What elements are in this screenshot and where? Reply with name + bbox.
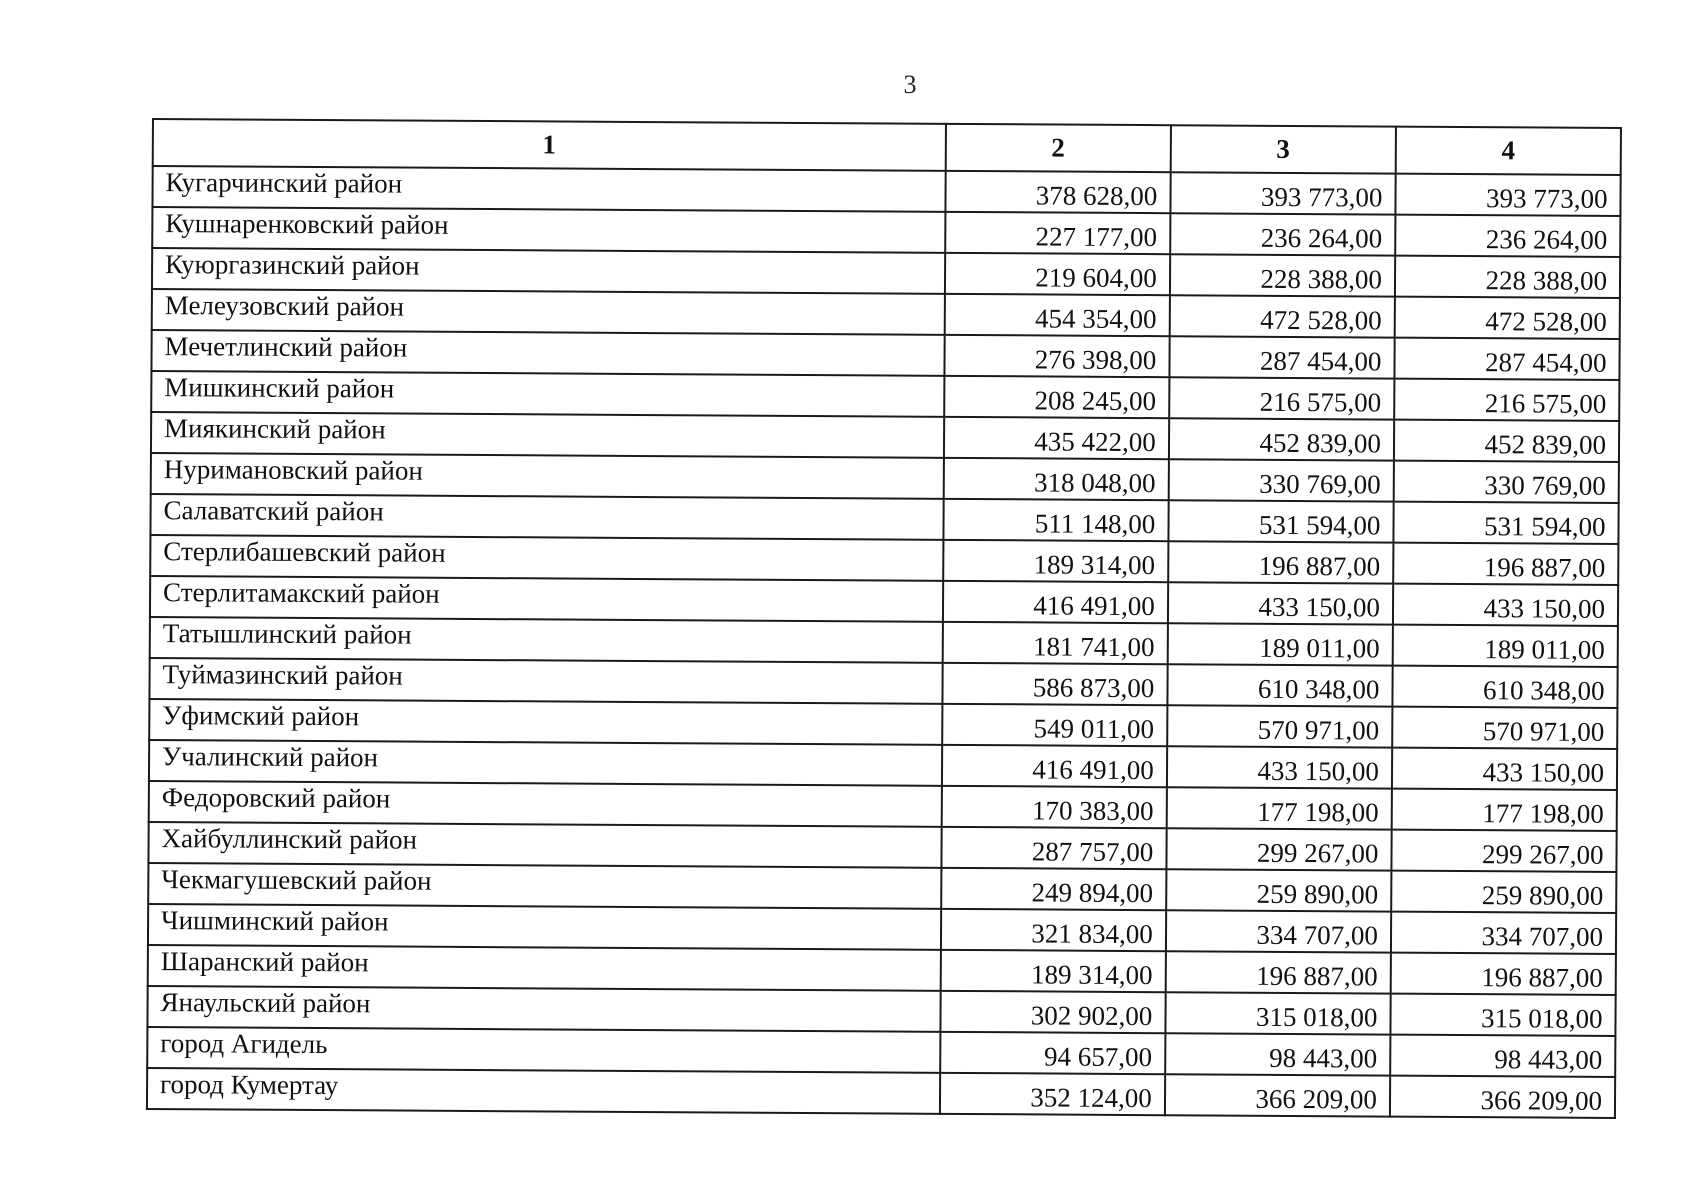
value-col-4-cell: 472 528,00 <box>1395 297 1620 339</box>
value-col-2-cell: 302 902,00 <box>940 991 1165 1033</box>
value-col-4-cell: 196 887,00 <box>1391 953 1616 995</box>
value-col-4-cell: 433 150,00 <box>1392 748 1617 790</box>
district-name-cell: Кугарчинский район <box>152 166 945 212</box>
header-col-4: 4 <box>1396 127 1621 175</box>
value-col-3-cell: 228 388,00 <box>1170 254 1395 296</box>
value-col-2-cell: 352 124,00 <box>940 1073 1165 1115</box>
value-col-2-cell: 170 383,00 <box>941 786 1166 828</box>
value-col-3-cell: 196 887,00 <box>1165 951 1390 993</box>
district-name-cell: Хайбуллинский район <box>148 822 941 868</box>
value-col-3-cell: 196 887,00 <box>1168 541 1393 583</box>
district-name-cell: Мишкинский район <box>151 371 944 417</box>
value-col-4-cell: 189 011,00 <box>1393 625 1618 667</box>
value-col-4-cell: 228 388,00 <box>1395 256 1620 298</box>
value-col-2-cell: 416 491,00 <box>942 745 1167 787</box>
value-col-2-cell: 318 048,00 <box>943 458 1168 500</box>
value-col-3-cell: 287 454,00 <box>1169 336 1394 378</box>
data-table <box>146 118 1622 1119</box>
value-col-2-cell: 549 011,00 <box>942 704 1167 746</box>
value-col-2-cell: 276 398,00 <box>944 335 1169 377</box>
value-col-4-cell: 216 575,00 <box>1394 379 1619 421</box>
table-row <box>147 1068 1615 1118</box>
value-col-2-cell: 454 354,00 <box>944 294 1169 336</box>
value-col-4-cell: 570 971,00 <box>1392 707 1617 749</box>
district-name-cell: Туймазинский район <box>149 658 942 704</box>
district-name-cell: Шаранский район <box>148 945 941 991</box>
value-col-4-cell: 196 887,00 <box>1393 543 1618 585</box>
district-name-cell: Федоровский район <box>149 781 942 827</box>
value-col-2-cell: 94 657,00 <box>940 1032 1165 1074</box>
value-col-4-cell: 452 839,00 <box>1394 420 1619 462</box>
value-col-3-cell: 315 018,00 <box>1165 992 1390 1034</box>
value-col-2-cell: 287 757,00 <box>941 827 1166 869</box>
value-col-4-cell: 330 769,00 <box>1394 461 1619 503</box>
value-col-2-cell: 249 894,00 <box>941 868 1166 910</box>
value-col-3-cell: 366 209,00 <box>1165 1074 1390 1116</box>
value-col-4-cell: 334 707,00 <box>1391 912 1616 954</box>
value-col-4-cell: 177 198,00 <box>1392 789 1617 831</box>
value-col-2-cell: 416 491,00 <box>943 581 1168 623</box>
value-col-4-cell: 531 594,00 <box>1393 502 1618 544</box>
value-col-4-cell: 315 018,00 <box>1390 994 1615 1036</box>
value-col-2-cell: 189 314,00 <box>940 950 1165 992</box>
district-name-cell: город Агидель <box>147 1027 940 1073</box>
value-col-3-cell: 610 348,00 <box>1167 664 1392 706</box>
value-col-4-cell: 236 264,00 <box>1395 215 1620 257</box>
value-col-3-cell: 433 150,00 <box>1168 582 1393 624</box>
value-col-2-cell: 586 873,00 <box>942 663 1167 705</box>
value-col-3-cell: 299 267,00 <box>1166 828 1391 870</box>
header-col-3: 3 <box>1170 125 1395 173</box>
value-col-3-cell: 236 264,00 <box>1170 213 1395 255</box>
district-name-cell: Чекмагушевский район <box>148 863 941 909</box>
value-col-3-cell: 334 707,00 <box>1166 910 1391 952</box>
value-col-4-cell: 299 267,00 <box>1391 830 1616 872</box>
header-col-1: 1 <box>153 119 946 171</box>
district-name-cell: Салаватский район <box>150 494 943 540</box>
value-col-4-cell: 433 150,00 <box>1393 584 1618 626</box>
value-col-2-cell: 208 245,00 <box>944 376 1169 418</box>
value-col-3-cell: 216 575,00 <box>1169 377 1394 419</box>
value-col-2-cell: 435 422,00 <box>944 417 1169 459</box>
value-col-4-cell: 287 454,00 <box>1394 338 1619 380</box>
value-col-2-cell: 321 834,00 <box>941 909 1166 951</box>
district-name-cell: Чишминский район <box>148 904 941 950</box>
table-body <box>147 166 1621 1118</box>
value-col-3-cell: 189 011,00 <box>1167 623 1392 665</box>
district-name-cell: Кушнаренковский район <box>152 207 945 253</box>
district-name-cell: Мелеузовский район <box>152 289 945 335</box>
value-col-3-cell: 433 150,00 <box>1167 746 1392 788</box>
value-col-3-cell: 259 890,00 <box>1166 869 1391 911</box>
value-col-2-cell: 189 314,00 <box>943 540 1168 582</box>
district-name-cell: Учалинский район <box>149 740 942 786</box>
district-name-cell: город Кумертау <box>147 1068 940 1114</box>
value-col-2-cell: 227 177,00 <box>945 212 1170 254</box>
page-number: 3 <box>903 70 917 99</box>
value-col-3-cell: 452 839,00 <box>1169 418 1394 460</box>
value-col-3-cell: 531 594,00 <box>1168 500 1393 542</box>
district-name-cell: Янаульский район <box>147 986 940 1032</box>
district-name-cell: Миякинский район <box>151 412 944 458</box>
header-col-2: 2 <box>945 124 1170 172</box>
value-col-4-cell: 259 890,00 <box>1391 871 1616 913</box>
value-col-4-cell: 98 443,00 <box>1390 1035 1615 1077</box>
value-col-3-cell: 393 773,00 <box>1170 172 1395 214</box>
district-name-cell: Нуримановский район <box>151 453 944 499</box>
district-name-cell: Стерлитамакский район <box>150 576 943 622</box>
value-col-2-cell: 219 604,00 <box>945 253 1170 295</box>
value-col-4-cell: 610 348,00 <box>1392 666 1617 708</box>
value-col-2-cell: 378 628,00 <box>945 171 1170 213</box>
district-name-cell: Куюргазинский район <box>152 248 945 294</box>
value-col-3-cell: 570 971,00 <box>1167 705 1392 747</box>
value-col-3-cell: 98 443,00 <box>1165 1033 1390 1075</box>
value-col-4-cell: 393 773,00 <box>1395 174 1620 216</box>
value-col-3-cell: 177 198,00 <box>1166 787 1391 829</box>
value-col-2-cell: 511 148,00 <box>943 499 1168 541</box>
district-name-cell: Стерлибашевский район <box>150 535 943 581</box>
district-name-cell: Татышлинский район <box>150 617 943 663</box>
value-col-4-cell: 366 209,00 <box>1390 1076 1615 1118</box>
district-name-cell: Уфимский район <box>149 699 942 745</box>
district-name-cell: Мечетлинский район <box>151 330 944 376</box>
value-col-3-cell: 472 528,00 <box>1169 295 1394 337</box>
value-col-2-cell: 181 741,00 <box>942 622 1167 664</box>
value-col-3-cell: 330 769,00 <box>1168 459 1393 501</box>
